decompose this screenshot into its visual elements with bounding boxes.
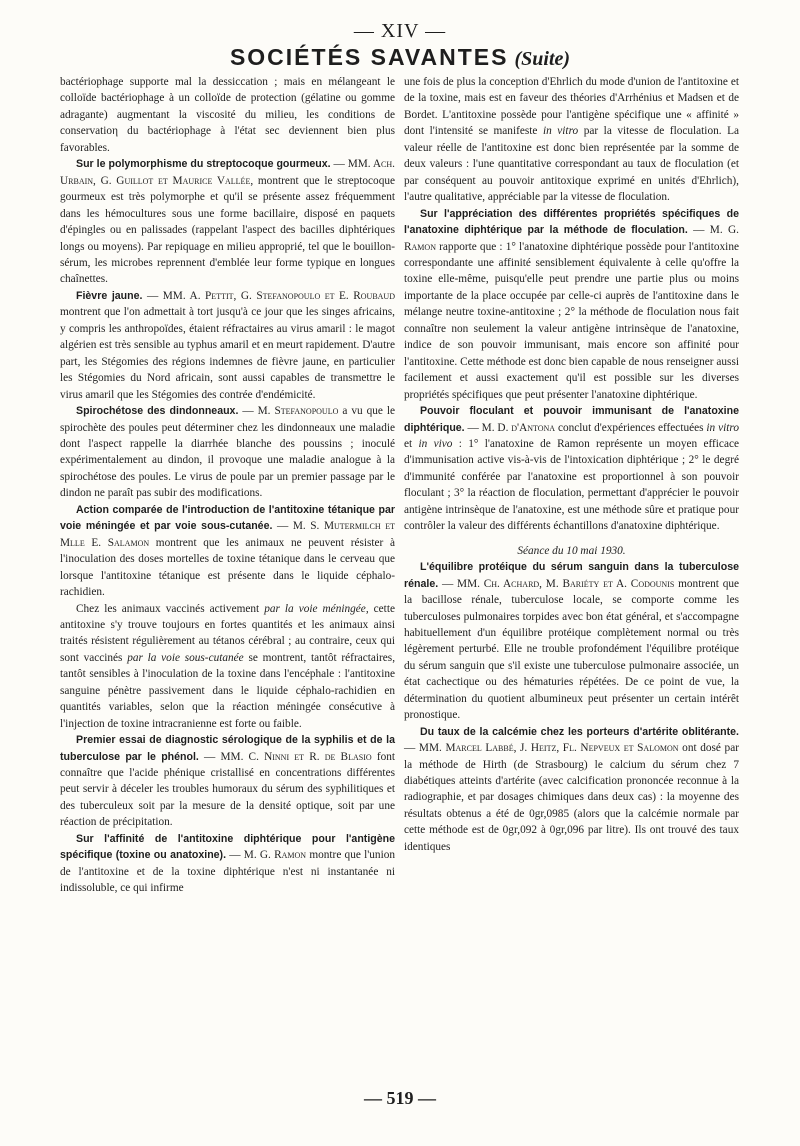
article-authors: MM. C. Ninni et R. de Blasio — [220, 750, 372, 763]
spacer — [404, 535, 739, 543]
article-text: a vu que le spirochète des poules peut déterminer chez les dindonneaux une maladie dont l'aspect rappelle la diarrhée blanche des poussins ; inoculé expérimentalement au dindon, il provoque une maladie analogue à la spirochétose des poules. Le virus de poule par un premier passage par le dindon ne paraît pas subir des modifications. — [60, 405, 396, 500]
right-column — [404, 74, 739, 855]
article-authors: M. Stefanopoulo — [257, 405, 339, 418]
text: : 1° l'anatoxine de Ramon représente un moyen efficace d'immunisation active vis-à-vis de l'intoxication diphtérique ; 2° le degré d'immunité conférée par l'anatoxine est proportionnel à son pouvoir floculant ; 3° la réaction de floculation, permettant d'apprécier le pouvoir antigène intrinsèque de l'anatoxine, est une méthode sûre et pratique pour contrôler la valeur des différents échantillons d'anatoxine diphtérique. — [404, 437, 739, 533]
article-heading: Du taux de la calcémie chez les porteurs d'artérite oblitérante. — [420, 725, 739, 738]
article-authors: M. G. Ramon — [243, 849, 307, 862]
text-italic: par la voie sous-cutanée — [127, 651, 244, 664]
title-text: SOCIÉTÉS SAVANTES — [229, 44, 509, 70]
article-diagnostic-serologique: Premier essai de diagnostic sérologique de la syphilis et de la tuberculose par le phénol. — MM. C. Ninni et R. de Blasio font connaître que l'acide phénique cristallisé en concentrations différentes peut servir à déceler les troubles humoraux du sérum des syphilitiques et des tuberculeux soit par la mesure de la densité optique, soit par une réaction de précipitation. — [60, 734, 396, 829]
page-header-numeral: — XIV — — [353, 20, 447, 42]
article-pouvoir-floculant: Pouvoir floculant et pouvoir immunisant de l'anatoxine diphtérique. — M. D. d'Antona conclut d'expériences effectuées in vitro et in vivo : 1° l'anatoxine de Ramon représente un moyen efficace d'immunisation active vis-à-vis de l'intoxication diphtérique ; 2° le degré d'immunité conférée par l'anatoxine est proportionnel à son pouvoir floculant ; 3° la réaction de floculation, permettant d'apprécier le pouvoir antigène intrinsèque de l'anatoxine, est une méthode sûre et pratique pour contrôler la valeur des différents échantillons d'anatoxine diphtérique. — [404, 405, 739, 533]
article-heading: Premier essai de diagnostic sérologique de la syphilis et de la tuberculose par le phénol. — [60, 734, 395, 763]
article-heading: L'équilibre protéique du sérum sanguin dans la tuberculose rénale. — [404, 561, 739, 590]
article-heading: Sur le polymorphisme du streptocoque gourmeux. — [76, 158, 331, 171]
text: se montrent, tantôt réfractaires, tantôt sensibles à l'inoculation de la toxine dans l'encéphale : l'antitoxine sanguine pénètre passivement dans le liquide céphalo-rachidien en quantités variables, selon que la réaction méningée consécutive à l'injection de toxine intracranienne est forte ou faible. — [60, 651, 396, 730]
text-italic: in vivo — [418, 437, 453, 450]
text-italic: in vitro — [542, 125, 579, 138]
text: et — [404, 437, 413, 450]
article-authors: MM. A. Pettit, G. Stefanopoulo et E. Roubaud — [162, 289, 395, 302]
paragraph-continued — [404, 74, 739, 206]
article-affinite-antitoxine: Sur l'affinité de l'antitoxine diphtérique pour l'antigène spécifique (toxine ou anatoxine). — M. G. Ramon montre que l'union de l'antitoxine et de la toxine diphtérique n'est ni instantanée ni indissoluble, ce qui infirme — [60, 832, 395, 895]
article-appreciation-anatoxine: Sur l'appréciation des différentes propriétés spécifiques de l'anatoxine diphtérique par la méthode de floculation. — M. G. Ramon rapporte que : 1° l'anatoxine diphtérique possède pour l'antitoxine correspondante une affinité sensiblement équivalente à celle qu'offre la toxine elle-même, puisqu'elle peut prendre une partie plus ou moins importante de la place occupée par celle-ci auprès de l'antitoxine dans le mélange neutre toxine-antitoxine ; 2° la méthode de floculation nous fait connaître non seulement la valeur antigène intrinsèque de l'anatoxine, indice de son pouvoir immunisant, mais encore son affinité pour l'antitoxine. Cette méthode est donc bien capable de nous renseigner aussi facilement et aussi exactement qu'il est possible sur les diverses propriétés spécifiques que peut présenter l'anatoxine diphtérique. — [404, 207, 739, 401]
article-heading: Action comparée de l'introduction de l'antitoxine tétanique par voie méningée et par voie sous-cutanée. — [60, 503, 395, 533]
article-heading: Spirochétose des dindonneaux. — [76, 405, 239, 418]
text-italic: in vitro — [706, 421, 739, 434]
article-text: montrent que le streptocoque gourmeux est très polymorphe et qu'il se présente assez fréquemment dans les hémocultures sous une forme bacillaire, disposé en paquets d'épingles ou en palissades (rappelant l'aspect des bacilles diphtériques longs ou moyens). Par repiquage en milieu approprié, tel que le bouillon-sérum, les microbes reprennent d'emblée leur forme typique en longues chaînettes. — [60, 174, 395, 286]
text-italic: par la voie méningée, — [264, 602, 369, 615]
article-authors: M. G. Ramon — [404, 224, 739, 253]
article-authors: MM. Marcel Labbé, J. Heitz, Fl. Nepveux et Salomon — [418, 742, 679, 755]
page-title — [0, 44, 800, 71]
article-text: montrent que la bacillose rénale, tuberculose locale, se comporte comme les tuberculoses pulmonaires torpides avec bon état général, et s'accompagne habituellement d'un équilibre protéique complètement normal ou très légèrement perturbé. Elle ne trouble profondément l'équilibre protéique du sérum sanguin que s'il existe une tuberculose pulmonaire associée, un état cachectique ou des hématuries répétées. De ce point de vue, la détermination du quotient albumineux peut présenter un certain intérêt pronostique. — [404, 577, 740, 722]
article-authors: M. S. Mutermilch et Mlle E. Salamon — [60, 520, 395, 549]
article-fievre-jaune: Fièvre jaune. — MM. A. Pettit, G. Stefanopoulo et E. Roubaud montrent que l'on admettait à tort jusqu'à ce jour que les singes africains, y compris les anthropoïdes, étaient réfractaires au virus amaril : le magot algérien est très sensible au typhus amaril et en meurt rapidement. D'autre part, les Stégomies des régions indemnes de fièvre jaune, en particulier les Stégomies du Nord africain, sont aussi capables de transmettre le virus amaril que les Stégomies des contrée d'endémicité. — [60, 289, 395, 401]
article-polymorphisme: Sur le polymorphisme du streptocoque gourmeux. — MM. Ach. Urbain, G. Guillot et Maurice Vallée, montrent que le streptocoque gourmeux est très polymorphe et qu'il se présente assez fréquemment dans les hémocultures sous une forme bacillaire, disposé en paquets d'épingles ou en palissades (rappelant l'aspect des bacilles diphtériques longs ou moyens). Par repiquage en milieu approprié, tel que le bouillon-sérum, les microbes reprennent d'emblée leur forme typique en longues chaînettes. — [60, 158, 395, 286]
left-column — [60, 74, 395, 897]
title-suffix: (Suite) — [514, 48, 571, 70]
article-text: montre que l'union de l'antitoxine et de la toxine diphtérique n'est ni instantanée ni indissoluble, ce qui infirme — [60, 849, 395, 895]
article-heading: Pouvoir floculant et pouvoir immunisant de l'anatoxine diphtérique. — [404, 405, 739, 434]
article-heading: Fièvre jaune. — [76, 289, 143, 302]
article-text: font connaître que l'acide phénique cristallisé en concentrations différentes peut servir à déceler les troubles humoraux du sérum des syphilitiques et des tuberculeux soit par la mesure de la densité optique, soit par une réaction de précipitation. — [60, 750, 396, 829]
page-number: — 519 — — [364, 1088, 436, 1108]
article-equilibre-proteique: L'équilibre protéique du sérum sanguin dans la tuberculose rénale. — MM. Ch. Achard, M. Bariéty et A. Codounis montrent que la bacillose rénale, tuberculose locale, se comporte comme les tuberculoses pulmonaires torpides avec bon état général, et s'accompagne habituellement d'un équilibre protéique complètement normal ou très légèrement perturbé. Elle ne trouble profondément l'équilibre protéique du sérum sanguin que s'il existe une tuberculose pulmonaire associée, un état cachectique ou des hématuries répétées. De ce point de vue, la détermination du quotient albumineux peut présenter un certain intérêt pronostique. — [404, 561, 740, 722]
article-spirochetose: Spirochétose des dindonneaux. — M. Stefanopoulo a vu que le spirochète des poules peut déterminer chez les dindonneaux une maladie dont l'aspect rappelle la diarrhée blanche des poussins ; inoculé expérimentalement au dindon, il provoque une maladie analogue à la spirochétose des poules. Le virus de poule par un premier passage par le dindon ne paraît pas subir des modifications. — [60, 405, 396, 500]
article-text: montrent que l'on admettait à tort jusqu'à ce jour que les singes africains, y compris les anthropoïdes, étaient réfractaires au virus amaril : le magot algérien est très sensible au typhus amaril et en meurt rapidement. D'autre part, les Stégomies des régions indemnes de fièvre jaune, en particulier les Stégomies du Nord africain, sont aussi capables de transmettre le virus amaril que les Stégomies des contrée d'endémicité. — [60, 306, 395, 401]
article-text: rapporte que : 1° l'anatoxine diphtérique possède pour l'antitoxine correspondante une affinité sensiblement équivalente à celle qu'offre la toxine elle-même, puisqu'elle peut prendre une partie plus ou moins importante de la place occupée par celle-ci auprès de l'antitoxine dans le mélange neutre toxine-antitoxine ; 2° la méthode de floculation nous fait connaître non seulement la valeur antigène intrinsèque de l'anatoxine, indice de son pouvoir immunisant, mais encore son affinité pour l'antitoxine. Cette méthode est donc bien capable de nous renseigner aussi facilement et aussi exactement qu'il est possible sur les diverses propriétés spécifiques que peut présenter l'anatoxine diphtérique. — [404, 240, 739, 401]
text: par la vitesse de floculation. La valeur réelle de l'antitoxine est donc bien représentée par la somme de deux valeurs : l'une quantitative correspondant au taux de floculation (et par conséquent au pouvoir antitoxique exprimé en unités d'Ehrlich), l'autre qualitative, appréciable par la vitesse de floculation. — [404, 125, 740, 204]
article-antitoxine-tetanique: Action comparée de l'introduction de l'antitoxine tétanique par voie méningée et par voie sous-cutanée. — M. S. Mutermilch et Mlle E. Salamon montrent que les animaux ne peuvent résister à l'inoculation des doses mortelles de toxine tétanique dans le cerveau que lorsque l'antitoxine tétanique est présente dans le liquide céphalo-rachidien. — [60, 503, 395, 599]
article-calcemie: Du taux de la calcémie chez les porteurs d'artérite oblitérante. — MM. Marcel Labbé, J. Heitz, Fl. Nepveux et Salomon ont dosé par la méthode de Hirth (de Strasbourg) le calcium du sérum chez 7 diabétiques atteints d'artérite (avec calcification prononcée reconnue à la radiographie, et par dosages chimiques dans deux cas) : la moyenne des résultats obtenus a été de 0gr,0985 (alors que la calcémie normale par cette méthode est de 0gr,092 à 0gr,096 par litre). Ils ont trouvé des taux identiques — [404, 725, 739, 853]
text: Chez les animaux vaccinés activement — [76, 602, 260, 615]
article-heading: Sur l'appréciation des différentes propriétés spécifiques de l'anatoxine diphtérique par la méthode de floculation. — [404, 207, 739, 237]
article-text: montrent que les animaux ne peuvent résister à l'inoculation des doses mortelles de toxine tétanique dans le cerveau que lorsque l'antitoxine tétanique est présente dans le liquide céphalo-rachidien. — [60, 536, 395, 599]
article-authors: MM. Ch. Achard, M. Bariéty et A. Codounis — [457, 577, 675, 590]
paragraph: bactériophage supporte mal la dessiccation ; mais en mélangeant le colloïde bactériophage à un colloïde de protection (gélatine ou gomme adragante) augmentant la viscosité du milieu, les conditions de conservatioη du bactériophage à l'état sec deviennent bien plus favorables. — [60, 76, 395, 154]
text: conclut d'expériences effectuées — [557, 421, 704, 434]
seance-date: Séance du 10 mai 1930. — [517, 544, 626, 557]
text: une fois de plus la conception d'Ehrlich du mode d'union de l'antitoxine et de la toxine, mais est en faveur des théories d'Arrhénius et Madsen et de Bordet. L'antitoxine possède pour l'antigène spécifique une « affinité » dont l'intensité se manifeste — [404, 76, 739, 138]
text: cette antitoxine s'y trouve toujours en fortes quantités et les animaux ainsi traités résistent régulièrement au tétanos cérébral ; au contraire, ceux qui sont vaccinés — [60, 602, 395, 664]
paragraph-vaccines — [60, 601, 395, 733]
article-text: ont dosé par la méthode de Hirth (de Strasbourg) le calcium du sérum chez 7 diabétiques atteints d'artérite (avec calcification prononcée reconnue à la radiographie, et par dosages chimiques dans deux cas) : la moyenne des résultats obtenus a été de 0gr,0985 (alors que la calcémie normale par cette méthode est de 0gr,092 à 0gr,096 par litre). Ils ont trouvé des taux identiques — [404, 742, 739, 853]
article-authors: M. D. d'Antona — [481, 421, 556, 434]
article-authors: MM. Ach. Urbain, G. Guillot et Maurice Vallée, — [60, 158, 395, 187]
article-heading: Sur l'affinité de l'antitoxine diphtérique pour l'antigène spécifique (toxine ou anatoxine). — [60, 832, 395, 862]
